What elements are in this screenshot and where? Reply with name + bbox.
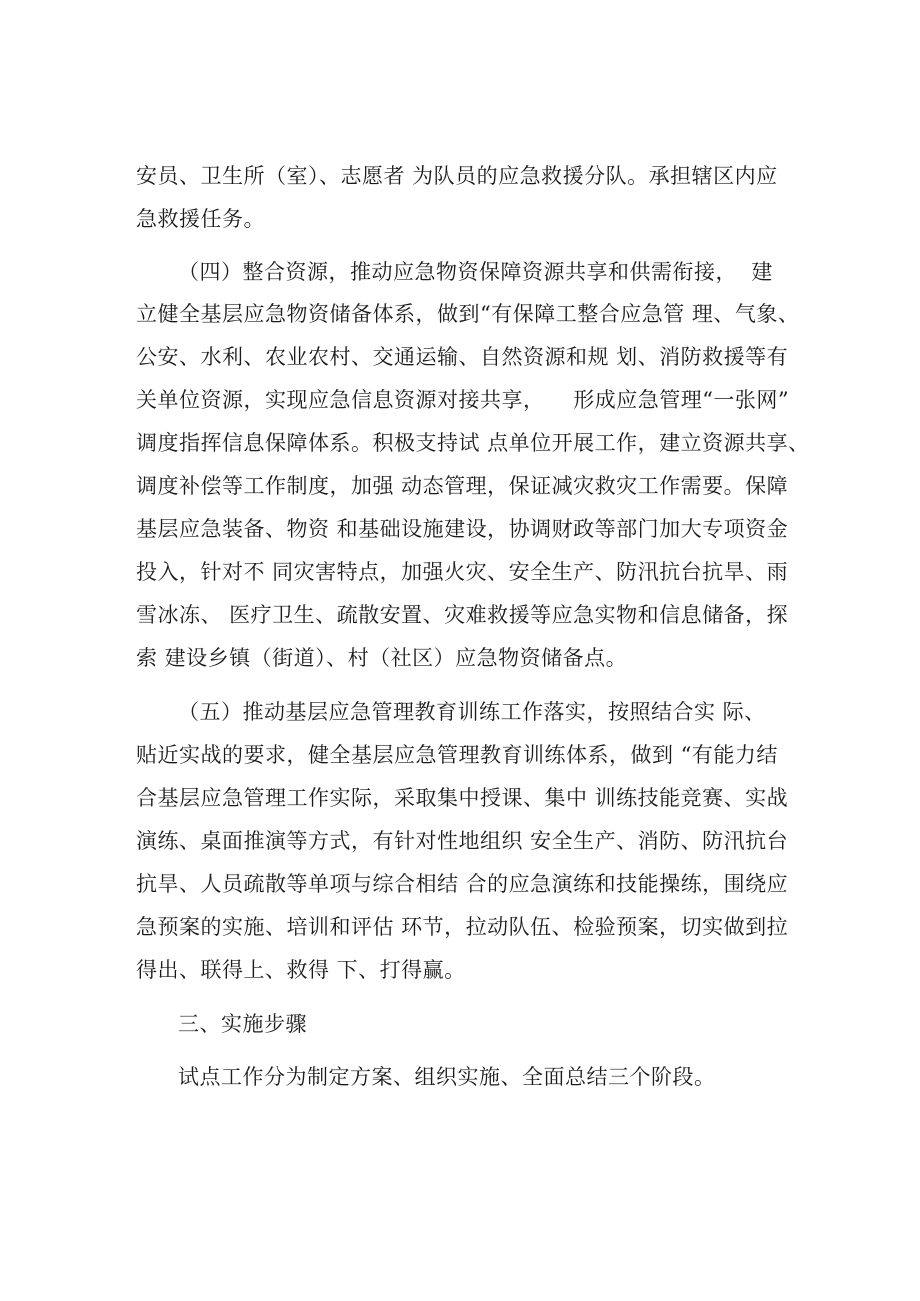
text-line: 投入，针对不 同灾害特点，加强火灾、安全生产、防汛抗台抗旱、雨 bbox=[136, 560, 789, 584]
text-line: 抗旱、人员疏散等单项与综合相结 合的应急演练和技能操练，围绕应 bbox=[136, 872, 789, 896]
text-line: 试点工作分为制定方案、组织实施、全面总结三个阶段。 bbox=[178, 1065, 716, 1089]
text-line: 立健全基层应急物资储备体系，做到“有保障工整合应急管 理、气象、 bbox=[136, 302, 800, 326]
text-line: 演练、桌面推演等方式，有针对性地组织 安全生产、消防、防汛抗台 bbox=[136, 829, 789, 853]
text-line: 急救援任务。 bbox=[136, 207, 265, 231]
text-line: 雪冰冻、 医疗卫生、疏散安置、灾难救援等应急实物和信息储备，探 bbox=[136, 603, 789, 627]
text-line: 关单位资源，实现应急信息资源对接共享， 形成应急管理“一张网” bbox=[136, 388, 790, 412]
text-line: 调度指挥信息保障体系。积极支持试 点单位开展工作，建立资源共享、 bbox=[136, 431, 810, 455]
section-heading: 三、实施步骤 bbox=[178, 1012, 307, 1036]
text-line: 公安、水利、农业农村、交通运输、自然资源和规 划、消防救援等有 bbox=[136, 345, 789, 369]
text-line: 基层应急装备、物资 和基础设施建设，协调财政等部门加大专项资金 bbox=[136, 517, 789, 541]
text-line: 索 建设乡镇（街道）、村（社区）应急物资储备点。 bbox=[136, 646, 628, 670]
text-line: 得出、联得上、救得 下、打得赢。 bbox=[136, 958, 466, 982]
paragraph-five-heading-line: （五）推动基层应急管理教育训练工作落实，按照结合实 际、 bbox=[178, 700, 766, 724]
text-line: 贴近实战的要求，健全基层应急管理教育训练体系，做到 “有能力结 bbox=[136, 743, 778, 767]
paragraph-four-heading-line: （四）整合资源，推动应急物资保障资源共享和供需衔接， 建 bbox=[178, 260, 773, 284]
text-line: 合基层应急管理工作实际，采取集中授课、集中 训练技能竞赛、实战 bbox=[136, 786, 789, 810]
text-line: 调度补偿等工作制度，加强 动态管理，保证减灾救灾工作需要。保障 bbox=[136, 474, 789, 498]
text-line: 急预案的实施、培训和评估 环节，拉动队伍、检验预案，切实做到拉 bbox=[136, 915, 789, 939]
text-line: 安员、卫生所（室）、志愿者 为队员的应急救援分队。承担辖区内应 bbox=[136, 164, 778, 188]
